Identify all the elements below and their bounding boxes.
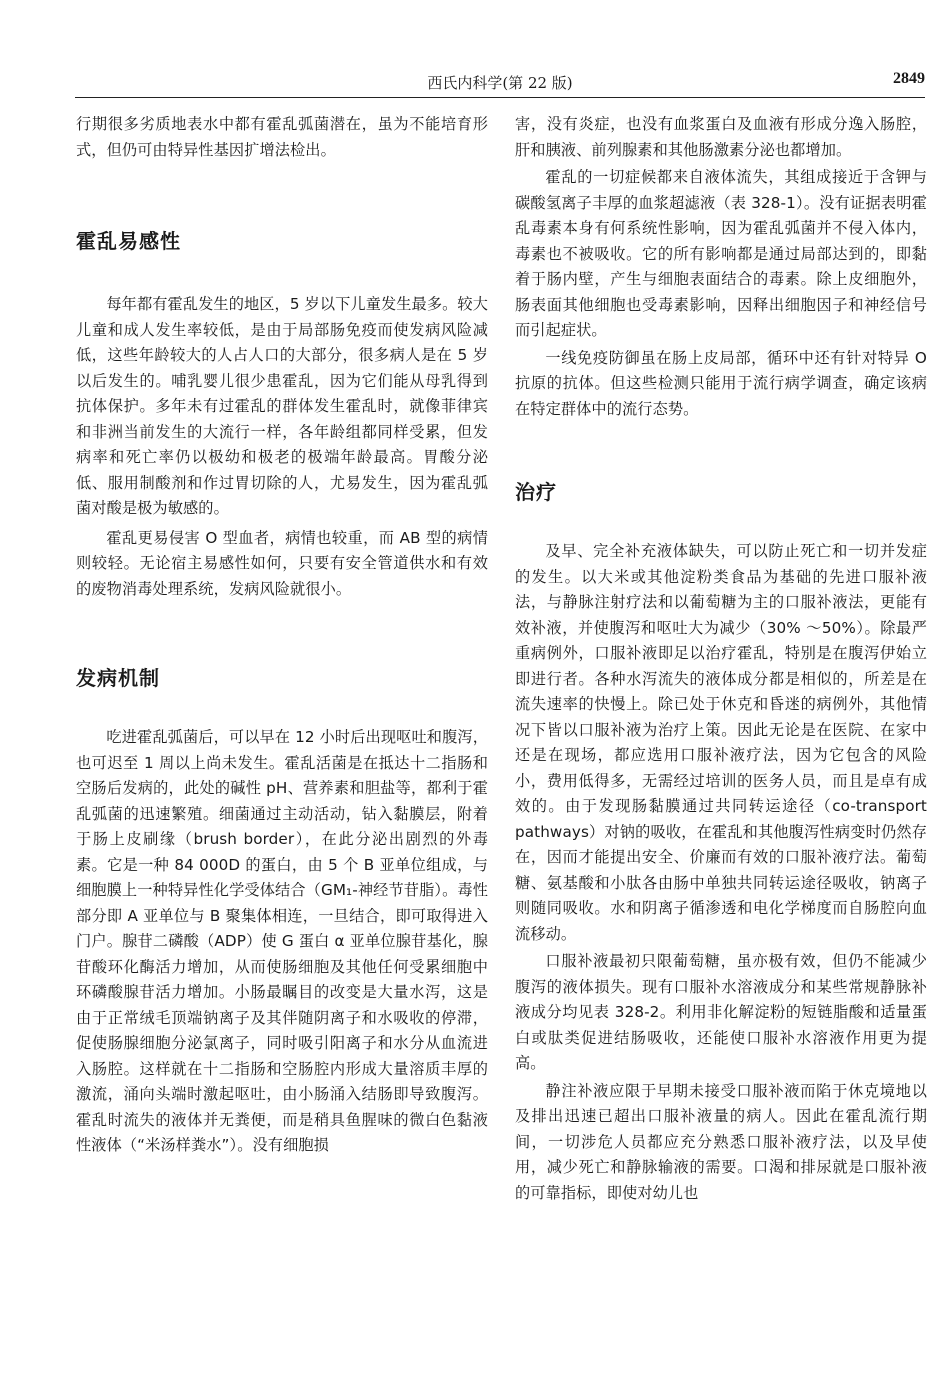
right-column <box>515 112 927 1206</box>
paragraph-pathogenesis: 吃进霍乱弧菌后，可以早在 12 小时后出现呕吐和腹泻，也可迟至 1 周以上尚未发生。霍乱活菌是在抵达十二指肠和空肠后发病的，此处的碱性 pH、营养素和胆盐等，都利于霍乱弧菌的迅速繁殖。细菌通过主动活动，钻入黏膜层，附着于肠上皮刷缘（brush border），在此分泌出剧烈的外毒素。它是一种 84 000D 的蛋白，由 5 个 B 亚单位组成，与细胞膜上一种特异性化学受体结合（GM₁-神经节苷脂）。毒性部分即 A 亚单位与 B 聚集体相连，一旦结合，即可取得进入门户。腺苷二磷酸（ADP）使 G 蛋白 α 亚单位腺苷基化，腺苷酸环化酶活力增加，从而使肠细胞及其他任何受累细胞中环磷酸腺苷活力增加。小肠最瞩目的改变是大量水泻，这是由于正常绒毛顶端钠离子及其伴随阴离子和水吸收的停滞，促使肠腺细胞分泌氯离子，同时吸引阳离子和水分从血流进入肠腔。这样就在十二指肠和空肠腔内形成大量溶质丰厚的激流，涌向头端时激起呕吐，由小肠涌入结肠即导致腹泻。霍乱时流失的液体并无粪便，而是稍具鱼腥味的微白色黏液性液体（“米汤样粪水”）。没有细胞损 <box>76 728 488 1154</box>
section-heading-susceptibility: 霍乱易感性 <box>76 229 181 253</box>
section-heading-treatment: 治疗 <box>515 480 557 504</box>
header-rule <box>75 97 925 98</box>
paragraph-continued: 行期很多劣质地表水中都有霍乱弧菌潜在，虽为不能培育形式，但仍可由特异性基因扩增法检出。 <box>76 115 488 159</box>
paragraph-treatment-3: 静注补液应限于早期未接受口服补液而陷于休克境地以及排出迅速已超出口服补液量的病人。因此在霍乱流行期间，一切涉危人员都应充分熟悉口服补液疗法，以及早使用，减少死亡和静脉输液的需要。口渴和排尿就是口服补液的可靠指标，即使对幼儿也 <box>515 1081 927 1202</box>
paragraph-immunity: 一线免疫防御虽在肠上皮局部，循环中还有针对特异 O 抗原的抗体。但这些检测只能用于流行病学调查，确定该病在特定群体中的流行态势。 <box>515 348 927 418</box>
book-title: 西氏内科学(第 22 版) <box>427 74 573 92</box>
paragraph-symptoms: 霍乱的一切症候都来自液体流失，其组成接近于含钾与碳酸氢离子丰厚的血浆超滤液（表 328-1）。没有证据表明霍乱毒素本身有何系统性影响，因为霍乱弧菌并不侵入体内，毒素也不被吸收。它的所有影响都是通过局部达到的，即黏着于肠内壁，产生与细胞表面结合的毒素。除上皮细胞外，肠表面其他细胞也受毒素影响，因释出细胞因子和神经信号而引起症状。 <box>515 168 927 339</box>
page-number: 2849 <box>893 70 925 87</box>
paragraph-continued-right: 害，没有炎症，也没有血浆蛋白及血液有形成分逸入肠腔，肝和胰液、前列腺素和其他肠激素分泌也都增加。 <box>515 115 927 159</box>
running-header <box>75 70 925 94</box>
paragraph-treatment-2: 口服补液最初只限葡萄糖，虽亦极有效，但仍不能减少腹泻的液体损失。现有口服补水溶液成分和某些常规静脉补液成分均见表 328-2。利用非化解淀粉的短链脂酸和适量蛋白或肽类促进结肠吸收，还能使口服补水溶液作用更为提高。 <box>515 952 927 1072</box>
left-column <box>76 112 488 1159</box>
paragraph-susceptibility-2: 霍乱更易侵害 O 型血者，病情也较重，而 AB 型的病情则较轻。无论宿主易感性如何，只要有安全管道供水和有效的废物消毒处理系统，发病风险就很小。 <box>76 528 488 598</box>
section-heading-pathogenesis: 发病机制 <box>76 666 160 690</box>
paragraph-treatment-1: 及早、完全补充液体缺失，可以防止死亡和一切并发症的发生。以大米或其他淀粉类食品为基础的先进口服补液法，与静脉注射疗法和以葡萄糖为主的口服补液法，更能有效补液，并使腹泻和呕吐大为减少（30% ～50%）。除最严重病例外，口服补液即足以治疗霍乱，特别是在腹泻伊始立即进行者。各种水泻流失的液体成分都是相似的，所差是在流失速率的快慢上。除已处于休克和昏迷的病例外，其他情况下皆以口服补液为治疗上策。因此无论是在医院、在家中还是在现场，都应选用口服补液疗法，因为它包含的风险小，费用低得多，无需经过培训的医务人员，而且是卓有成效的。由于发现肠黏膜通过共同转运途径（co-transport pathways）对钠的吸收，在霍乱和其他腹泻性病变时仍然存在，因而才能提出安全、价廉而有效的口服补液疗法。葡萄糖、氨基酸和小肽各由肠中单独共同转运途径吸收，钠离子则随同吸收。水和阴离子循渗透和电化学梯度而自肠腔向血流移动。 <box>515 542 927 943</box>
paragraph-susceptibility-1: 每年都有霍乱发生的地区，5 岁以下儿童发生最多。较大儿童和成人发生率较低，是由于局部肠免疫而使发病风险减低，这些年龄较大的人占人口的大部分，很多病人是在 5 岁以后发生的。哺乳婴儿很少患霍乱，因为它们能从母乳得到抗体保护。多年未有过霍乱的群体发生霍乱时，就像菲律宾和非洲当前发生的大流行一样，各年龄组都同样受累，但发病率和死亡率仍以极幼和极老的极端年龄最高。胃酸分泌低、服用制酸剂和作过胃切除的人，尤易发生，因为霍乱弧菌对酸是极为敏感的。 <box>76 295 488 517</box>
